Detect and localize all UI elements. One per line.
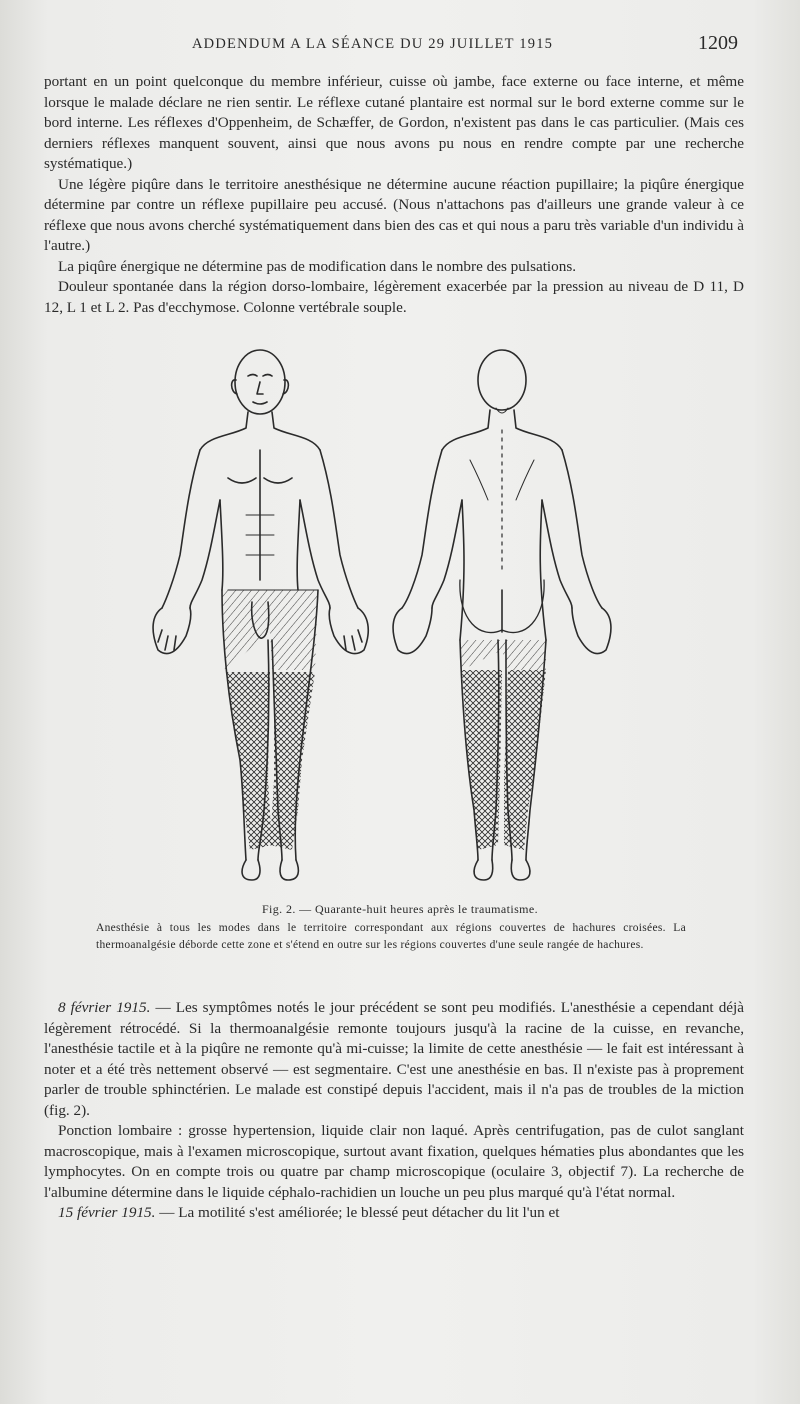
paragraph-text: — Les symptômes notés le jour précédent se sont peu modifiés. L'anesthésie a cependant déjà légèrement rétrocédé. Si la thermoanalgésie remonte toujours jusqu'à la racine de la cuisse, en revanche, l'anesthésie tactile et à la piqûre ne remonte qu'à mi-cuisse; la limite de cette anesthésie — le fait est intéressant à noter et a été très nettement observé — est segmentaire. C'est une anesthésie en bas. Il n'existe pas à proprement parler de trouble sphinctérien. Le malade est constipé depuis l'accident, mais il n'a pas de troubles de la miction (fig. 2). xyxy=(44,999,744,1119)
body-front-icon xyxy=(153,350,368,880)
paragraph-text: Ponction lombaire : grosse hypertension, liquide clair non laqué. Après centrifugation, pas de culot sanglant macroscopique, mais à l'examen microscopique, surtout avant fixation, quelques hématies plus abondantes que les lymphocytes. On en compte trois ou quatre par champ microscopique (oculaire 3, objectif 7). La recherche de l'albumine détermine dans le liquide céphalo-rachidien un louche un peu plus marqué qu'à l'état normal. xyxy=(44,1122,744,1201)
paragraph xyxy=(44,1203,744,1224)
paragraph: Douleur spontanée dans la région dorso-lombaire, légèrement exacerbée par la pression au niveau de D 11, D 12, L 1 et L 2. Pas d'ecchymose. Colonne vertébrale souple. xyxy=(44,278,744,316)
paragraph xyxy=(44,1121,744,1203)
paragraph-text: — La motilité s'est améliorée; le blessé peut détacher du lit l'un et xyxy=(155,1204,560,1221)
page-header xyxy=(0,32,800,62)
page-number: 1209 xyxy=(698,32,738,54)
bottom-text-block xyxy=(44,998,744,1224)
body-diagram xyxy=(140,340,650,885)
running-head: ADDENDUM A LA SÉANCE DU 29 JUILLET 1915 xyxy=(192,36,554,52)
anatomical-figure xyxy=(140,340,650,885)
entry-date: 15 février 1915. xyxy=(58,1204,156,1221)
paragraph: Une légère piqûre dans le territoire anesthésique ne détermine aucune réaction pupillaire; la piqûre énergique détermine par contre un réflexe pupillaire peu accusé. (Nous n'attachons pas d'ailleurs une grande valeur à ce réflexe que nous avons cherché systématiquement dans bien des cas et qui nous a paru très variable d'un individu à l'autre.) xyxy=(44,175,744,254)
figure-caption: Anesthésie à tous les modes dans le territoire correspondant aux régions couvertes de hachures croisées. La thermoanalgésie déborde cette zone et s'étend en outre sur les régions couvertes d'une seule rangée de hachures. xyxy=(96,922,686,951)
paragraph xyxy=(44,998,744,1121)
paragraph: La piqûre énergique ne détermine pas de modification dans le nombre des pulsations. xyxy=(58,257,577,275)
figure-title: Fig. 2. — Quarante-huit heures après le traumatisme. xyxy=(261,902,539,916)
body-back-icon xyxy=(393,350,611,880)
paragraph: portant en un point quelconque du membre inférieur, cuisse où jambe, face externe ou face interne, et même lorsque le malade déclare ne rien sentir. Le réflexe cutané plantaire est normal sur le bord externe comme sur le bord interne. Les réflexes d'Oppenheim, de Schæffer, de Gordon, n'existent pas dans le cas particulier. (Mais ces derniers réflexes manquent souvent, ainsi que nous avons pu nous en rendre compte par une recherche systématique.) xyxy=(44,73,744,172)
top-text-block xyxy=(44,72,744,318)
entry-date: 8 février 1915. xyxy=(58,999,151,1016)
